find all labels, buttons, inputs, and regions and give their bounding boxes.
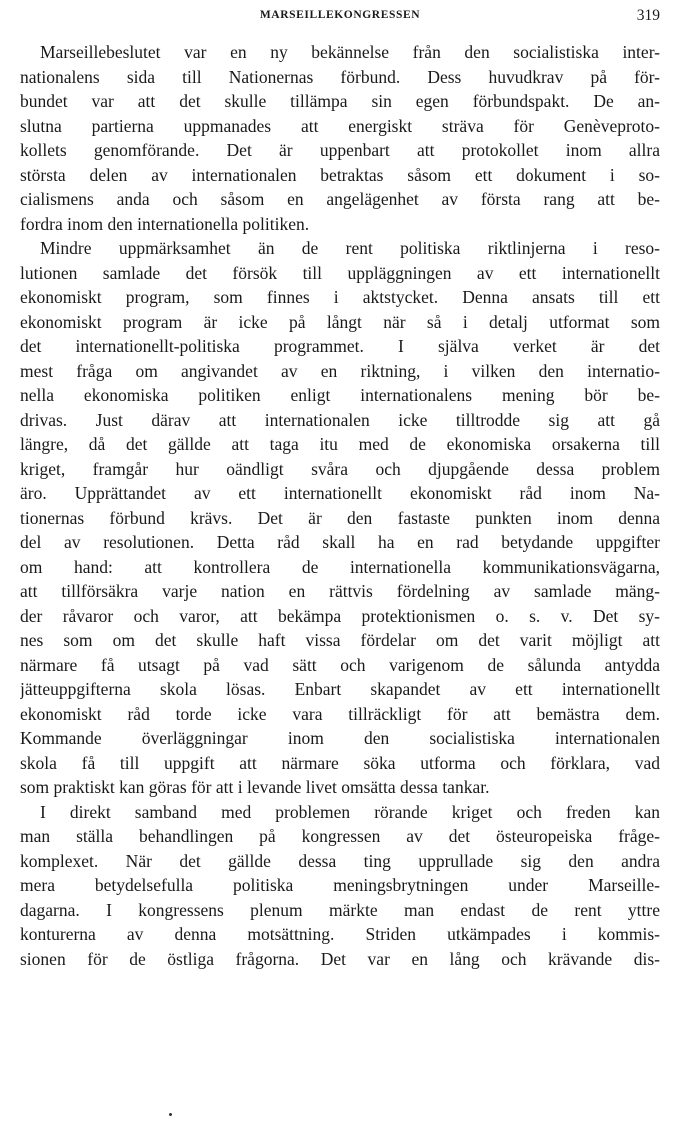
text-line: skola få till uppgift att närmare söka utforma och förklara, vad [20,752,660,773]
text-line: längre, då det gällde att taga itu med de ekonomiska orsakerna till [20,434,660,454]
text-line: tionernas förbund krävs. Det är den fastaste punkten inom denna [20,507,660,528]
text-line: det internationellt-politiska programmet. I själva verket är det [20,336,660,356]
page-number: 319 [636,7,660,24]
text-line: att tillförsäkra varje nation en rättvis fördelning av samlade mäng- [20,581,660,601]
text-line: lutionen samlade det försök till uppläggningen av ett internationellt [20,262,660,283]
text-line: som praktiskt kan göras för att i levande livet omsätta dessa tankar. [20,777,490,797]
text-line: närmare få utsagt på vad sätt och varigenom de sålunda antydda [20,654,660,675]
running-title: MARSEILLEKONGRESSEN [259,9,421,21]
running-head [0,9,680,29]
text-line: Mindre uppmärksamhet än de rent politiska riktlinjerna i reso- [40,238,660,258]
text-line: Kommande överläggningar inom den socialistiska internationalen [20,728,660,748]
text-line: kollets genomförande. Det är uppenbart att protokollet inom allra [20,140,660,160]
text-line: ekonomiskt program, som finnes i aktstycket. Denna ansats till ett [20,287,660,307]
text-line: jätteuppgifterna skola lösas. Enbart skapandet av ett internationellt [20,679,660,699]
text-line: om hand: att kontrollera de internationella kommunikationsvägarna, [20,556,660,577]
text-line: I direkt samband med problemen rörande kriget och freden kan [40,801,660,822]
text-line: Marseillebeslutet var en ny bekännelse från den socialistiska inter- [40,42,660,62]
text-line: dagarna. I kongressens plenum märkte man endast de rent yttre [20,899,660,920]
text-line: cialismens anda och såsom en angelägenhet av första rang att be- [20,189,660,209]
text-line: del av resolutionen. Detta råd skall ha en rad betydande uppgifter [20,532,660,552]
paragraph-1 [20,40,660,236]
paragraph-3 [20,800,660,972]
text-line: komplexet. När det gällde dessa ting upprullade sig den andra [20,850,660,871]
stray-ink-dot [169,1113,172,1116]
text-line: der råvaror och varor, att bekämpa protektionismen o. s. v. Det sy- [20,605,660,626]
text-line: ekonomiskt program är icke på långt när så i detalj utformat som [20,311,660,332]
text-line: sionen för de östliga frågorna. Det var en lång och krävande dis- [20,948,660,969]
text-line: nella ekonomiska politiken enligt internationalens mening bör be- [20,385,660,405]
text-line: slutna partierna uppmanades att energiskt sträva för Genèveproto- [20,115,660,136]
text-line: största delen av internationalen betraktas såsom ett dokument i so- [20,164,660,185]
body-text [20,40,660,971]
text-line: mera betydelsefulla politiska meningsbrytningen under Marseille- [20,875,660,895]
text-line: man ställa behandlingen på kongressen av det östeuropeiska fråge- [20,826,660,846]
text-line: äro. Upprättandet av ett internationellt ekonomiskt råd inom Na- [20,483,660,503]
text-line: ekonomiskt råd torde icke vara tillräckligt för att bemästra dem. [20,703,660,724]
text-line: drivas. Just därav att internationalen icke tilltrodde sig att gå [20,409,660,430]
paragraph-2 [20,236,660,800]
text-line: bundet var att det skulle tillämpa sin egen förbundspakt. De an- [20,91,660,111]
text-line: nes som om det skulle haft vissa fördelar om det varit möjligt att [20,630,660,650]
text-line: mest fråga om angivandet av en riktning, i vilken den internatio- [20,360,660,381]
text-line: nationalens sida till Nationernas förbund. Dess huvudkrav på för- [20,66,660,87]
text-line: konturerna av denna motsättning. Striden utkämpades i kommis- [20,924,660,944]
text-line: kriget, framgår hur oändligt svåra och djupgående dessa problem [20,458,660,479]
text-line: fordra inom den internationella politiken. [20,213,310,234]
